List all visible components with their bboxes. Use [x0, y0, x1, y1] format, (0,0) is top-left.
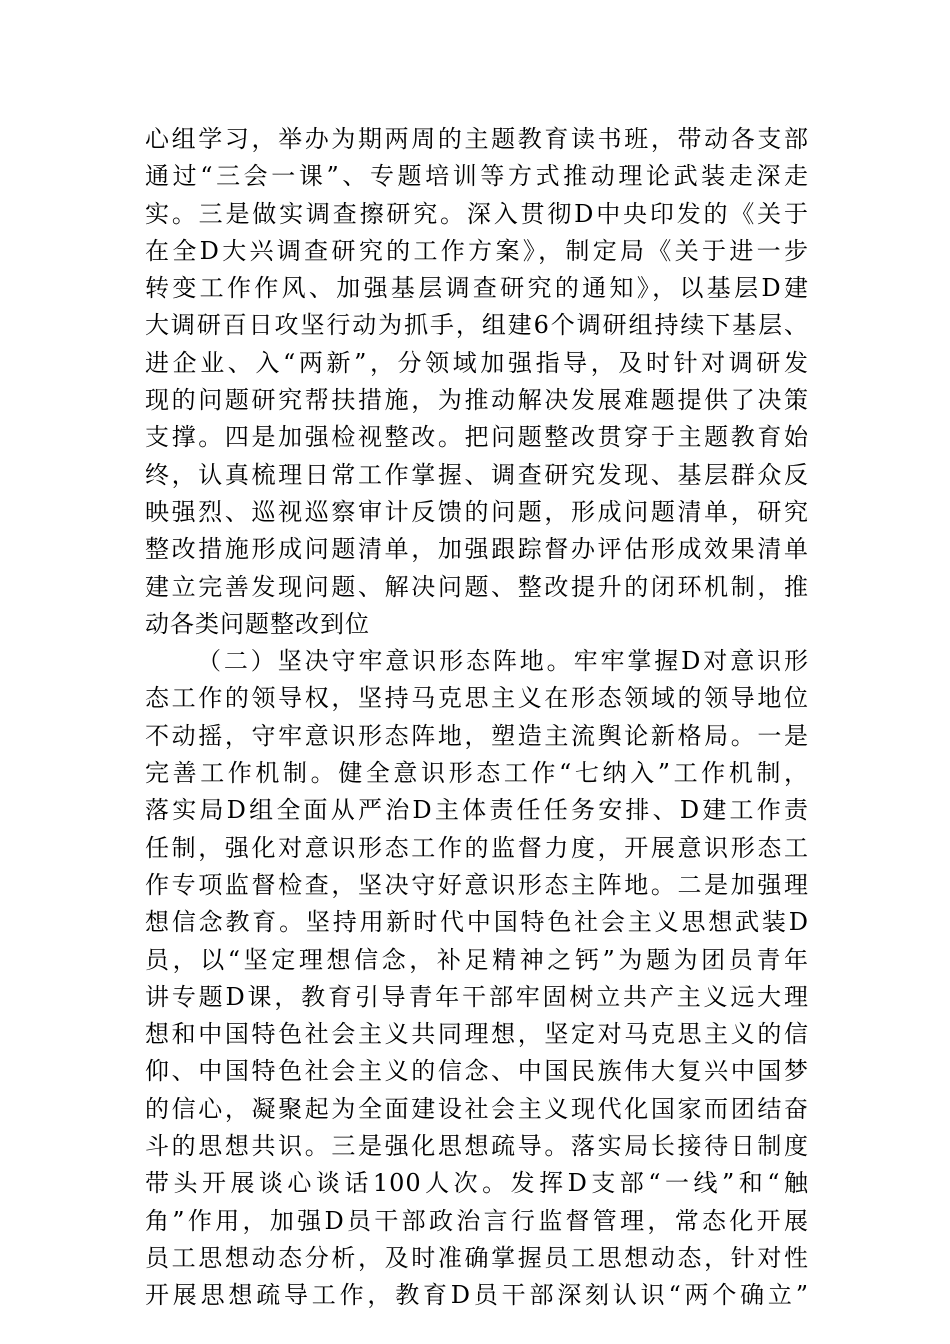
text-line: 建立完善发现问题、解决问题、整改提升的闭环机制，推	[145, 572, 809, 601]
text-line: 不动摇，守牢意识形态阵地，塑造主流舆论新格局。一是	[145, 721, 809, 750]
text-line: 斗的思想共识。三是强化思想疏导。落实局长接待日制度	[145, 1132, 809, 1161]
text-line: 仰、中国特色社会主义的信念、中国民族伟大复兴中国梦	[145, 1057, 809, 1086]
text-line: 在全D大兴调查研究的工作方案》，制定局《关于进一步	[145, 236, 809, 265]
text-line: 员，以“坚定理想信念，补足精神之钙”为题为团员青年	[145, 945, 809, 974]
text-line: 态工作的领导权，坚持马克思主义在形态领域的领导地位	[145, 684, 809, 713]
text-line: 通过“三会一课”、专题培训等方式推动理论武装走深走	[145, 162, 809, 191]
text-line: 开展思想疏导工作，教育D员干部深刻认识“两个确立”	[145, 1281, 809, 1310]
text-line: 员工思想动态分析，及时准确掌握员工思想动态，针对性	[145, 1243, 809, 1272]
text-line: 实。三是做实调查擦研究。深入贯彻D中央印发的《关于	[145, 199, 809, 228]
text-line: 任制，强化对意识形态工作的监督力度，开展意识形态工	[145, 833, 809, 862]
text-line: 落实局D组全面从严治D主体责任任务安排、D建工作责	[145, 796, 809, 825]
text-line: 动各类问题整改到位	[145, 609, 370, 638]
text-line: 作专项监督检查，坚决守好意识形态主阵地。二是加强理	[145, 870, 809, 899]
text-line: 带头开展谈心谈话100人次。发挥D支部“一线”和“触	[145, 1169, 809, 1198]
text-line: （二）坚决守牢意识形态阵地。牢牢掌握D对意识形	[197, 647, 809, 676]
text-line: 完善工作机制。健全意识形态工作“七纳入”工作机制，	[145, 759, 809, 788]
text-line: 现的问题研究帮扶措施，为推动解决发展难题提供了决策	[145, 386, 809, 415]
text-line: 的信心，凝聚起为全面建设社会主义现代化国家而团结奋	[145, 1094, 809, 1123]
text-line: 终，认真梳理日常工作掌握、调查研究发现、基层群众反	[145, 460, 809, 489]
text-line: 映强烈、巡视巡察审计反馈的问题，形成问题清单，研究	[145, 497, 809, 526]
document-body	[145, 121, 809, 1315]
text-line: 整改措施形成问题清单，加强跟踪督办评估形成效果清单	[145, 535, 809, 564]
text-line: 转变工作作风、加强基层调查研究的通知》，以基层D建	[145, 274, 809, 303]
text-line: 大调研百日攻坚行动为抓手，组建6个调研组持续下基层、	[145, 311, 809, 340]
text-line: 进企业、入“两新”，分领域加强指导，及时针对调研发	[145, 348, 809, 377]
text-line: 支撑。四是加强检视整改。把问题整改贯穿于主题教育始	[145, 423, 809, 452]
text-line: 想和中国特色社会主义共同理想，坚定对马克思主义的信	[145, 1020, 809, 1049]
text-line: 心组学习，举办为期两周的主题教育读书班，带动各支部	[145, 125, 809, 153]
text-line: 讲专题D课，教育引导青年干部牢固树立共产主义远大理	[145, 982, 809, 1011]
text-line: 想信念教育。坚持用新时代中国特色社会主义思想武装D	[145, 908, 809, 937]
text-line: 角”作用，加强D员干部政治言行监督管理，常态化开展	[145, 1206, 809, 1235]
